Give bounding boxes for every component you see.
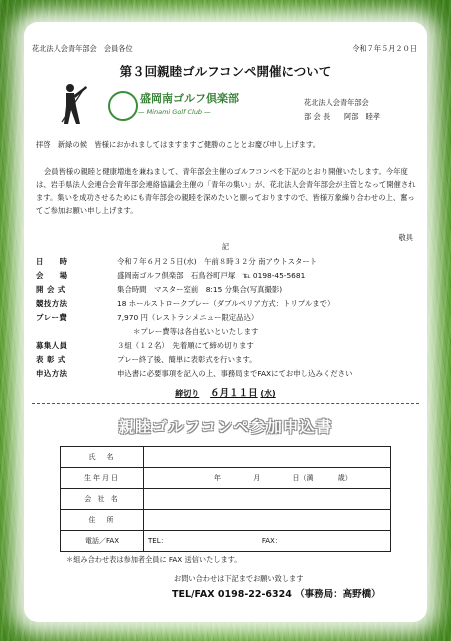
closing: 敬具 bbox=[398, 233, 413, 242]
org-name: 花北法人会青年部会 bbox=[304, 98, 369, 107]
birth-field[interactable]: 年 月 日（満 歳） bbox=[144, 468, 391, 489]
form-row-birth: 生年月日 年 月 日（満 歳） bbox=[61, 468, 391, 489]
cut-line bbox=[32, 403, 419, 404]
chair-role: 部 会 長 bbox=[304, 112, 331, 121]
club-name: 盛岡南ゴルフ倶楽部 bbox=[140, 92, 239, 105]
golfer-icon bbox=[56, 82, 92, 126]
form-row-company: 会 社 名 bbox=[61, 489, 391, 510]
greeting: 拝啓 新緑の候 皆様におかれましてはますますご健勝のこととお慶び申し上げます。 bbox=[36, 140, 320, 149]
intro-paragraph: 会員皆様の親睦と健康増進を兼ねまして、青年部会主催のゴルフコンペを下記のとおり開催いたします。今年度は、岩手県法人会連合会青年部会連絡協議会主催の「青年の集い」が、花北法人会青年部会が主管となって開催されます。集いを成功させるためにも青年部会の親睦を深めたいと願っておりますので、皆様万象繰り合わせの上、奮ってご参加お願い申し上げます。 bbox=[36, 167, 416, 215]
ki-heading: 記 bbox=[221, 242, 230, 251]
deadline: 締切り ６月１１日 (水) bbox=[175, 388, 276, 399]
address-field[interactable] bbox=[144, 510, 391, 531]
contact-info: TEL/FAX 0198-22-6324 （事務局：高野橋） bbox=[172, 589, 381, 600]
page-title: 第３回親睦ゴルフコンペ開催について bbox=[119, 64, 332, 79]
club-name-en: — Minami Golf Club — bbox=[138, 108, 211, 116]
company-field[interactable] bbox=[144, 489, 391, 510]
phone-field[interactable]: TEL： FAX： bbox=[144, 531, 391, 552]
form-row-address: 住 所 bbox=[61, 510, 391, 531]
form-row-name: 氏 名 bbox=[61, 447, 391, 468]
document-sheet: 花北法人会青年部会 会員各位 令和７年５月２０日 第３回親睦ゴルフコンペ開催について 盛岡南ゴルフ倶楽部 — Minami Golf Club — 花北法人会青年部会 部 会 長 阿部 睦孝 拝啓 新緑の候 皆様におかれましてはますますご健勝のこととお慶び申し上げます。 会員皆様の親睦と健康増進を兼ねまして、青年部会主催のゴルフコンペを下記のとおり開催いたします。今年度は、岩手県法人会連合会青年部会連絡協議会主催の「青年の集い」が、花北法人会青年部会が主管となって開催されます。集いを成功させるためにも青年部会の親睦を深めたいと願っておりますので、皆様万象繰り合わせの上、奮ってご参加お願い申し上げます。 敬具 記 日 時 令和７年６月２５日(水) 午前８時３２分 南アウトスタート 会 場 盛岡南ゴルフ倶楽部 石鳥谷町戸塚 ℡ 0198-45-5681 開 会 式 集合時間 マスター室前 8:15 分集合(写真撮影) 競技方法 18 ホールストロークプレー（ダブルペリア方式：トリプルまで） プレー費 7,970 円（レストランメニュー限定品込） ＊プレー費等は各自払いといたします 募集人員 ３組（１２名） 先着順にて締め切ります 表 彰 式 プレー終了後、簡単に表彰式を行います。 申込方法 申込書に必要事項を記入の上、事務局までFAXにてお申し込みください 締切り ６月１１日 (水) 親睦ゴルフコンペ参加申込書 氏 名 生年月日 年 月 日（満 歳） 会 社 名 住 所 電話／FAX TEL： FAX： ＊組み合わせ表は参加者全員に FAX 送信いたします。 お問い合わせは下記までお願い致します TEL/FAX 0198-22-6324 （事務局：高野橋） bbox=[24, 22, 427, 622]
club-emblem-icon bbox=[108, 91, 138, 121]
issue-date: 令和７年５月２０日 bbox=[352, 44, 417, 53]
form-title: 親睦ゴルフコンペ参加申込書 bbox=[118, 417, 333, 436]
recipient: 花北法人会青年部会 会員各位 bbox=[32, 44, 133, 53]
club-logo bbox=[108, 88, 239, 122]
name-field[interactable] bbox=[144, 447, 391, 468]
chair-name: 阿部 睦孝 bbox=[344, 112, 380, 121]
contact-note: お問い合わせは下記までお願い致します bbox=[174, 574, 304, 583]
application-form bbox=[60, 446, 391, 552]
form-row-phone: 電話／FAX TEL： FAX： bbox=[61, 531, 391, 552]
form-note: ＊組み合わせ表は参加者全員に FAX 送信いたします。 bbox=[66, 555, 242, 564]
